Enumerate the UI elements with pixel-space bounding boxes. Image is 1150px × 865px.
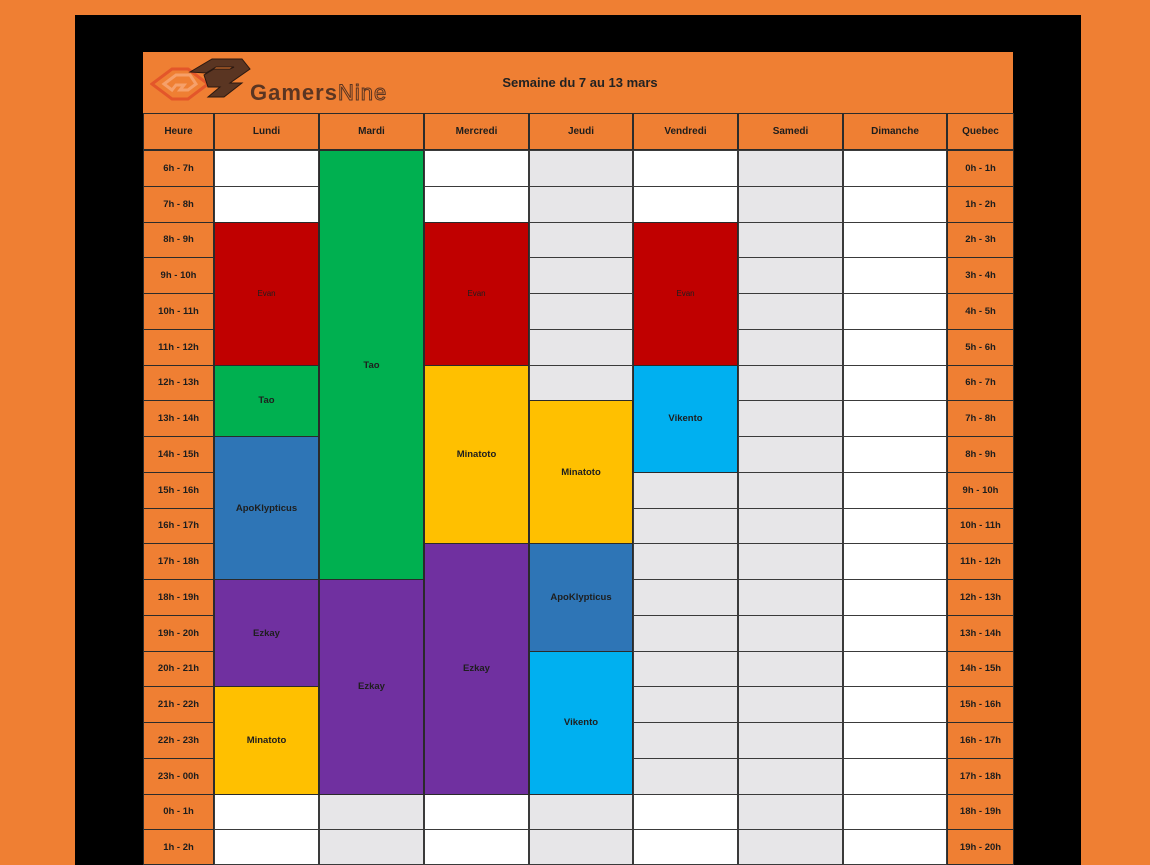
empty-cell	[738, 722, 843, 759]
time-slot-quebec: 2h - 3h	[947, 222, 1014, 259]
empty-cell	[529, 365, 633, 402]
empty-cell	[738, 257, 843, 294]
empty-cell	[843, 365, 947, 402]
empty-cell	[424, 829, 529, 865]
time-slot-local: 8h - 9h	[143, 222, 214, 259]
time-slot-local: 14h - 15h	[143, 436, 214, 473]
time-slot-quebec: 1h - 2h	[947, 186, 1014, 223]
header-day-1: Mardi	[319, 113, 424, 150]
time-slot-local: 23h - 00h	[143, 758, 214, 795]
shift-block-vikento: Vikento	[633, 365, 738, 473]
header-day-3: Jeudi	[529, 113, 633, 150]
time-slot-quebec: 11h - 12h	[947, 543, 1014, 580]
empty-cell	[529, 150, 633, 187]
empty-cell	[529, 186, 633, 223]
empty-cell	[843, 543, 947, 580]
header-day-0: Lundi	[214, 113, 319, 150]
empty-cell	[843, 400, 947, 437]
time-slot-local: 12h - 13h	[143, 365, 214, 402]
shift-block-apoklypticus: ApoKlypticus	[214, 436, 319, 580]
time-slot-quebec: 12h - 13h	[947, 579, 1014, 616]
shift-block-evan: Evan	[424, 222, 529, 366]
time-slot-local: 1h - 2h	[143, 829, 214, 865]
time-slot-local: 21h - 22h	[143, 686, 214, 723]
time-slot-quebec: 18h - 19h	[947, 794, 1014, 831]
empty-cell	[843, 508, 947, 545]
empty-cell	[843, 257, 947, 294]
shift-block-apoklypticus: ApoKlypticus	[529, 543, 633, 651]
time-slot-local: 20h - 21h	[143, 651, 214, 688]
time-slot-local: 0h - 1h	[143, 794, 214, 831]
empty-cell	[843, 186, 947, 223]
empty-cell	[843, 293, 947, 330]
empty-cell	[633, 615, 738, 652]
empty-cell	[843, 794, 947, 831]
empty-cell	[843, 651, 947, 688]
empty-cell	[738, 615, 843, 652]
empty-cell	[633, 579, 738, 616]
empty-cell	[843, 150, 947, 187]
empty-cell	[529, 222, 633, 259]
time-slot-local: 22h - 23h	[143, 722, 214, 759]
empty-cell	[738, 293, 843, 330]
empty-cell	[738, 794, 843, 831]
empty-cell	[738, 365, 843, 402]
empty-cell	[843, 579, 947, 616]
empty-cell	[843, 222, 947, 259]
empty-cell	[738, 186, 843, 223]
empty-cell	[738, 436, 843, 473]
shift-block-minatoto: Minatoto	[214, 686, 319, 794]
empty-cell	[738, 686, 843, 723]
header-day-5: Samedi	[738, 113, 843, 150]
empty-cell	[529, 829, 633, 865]
time-slot-quebec: 17h - 18h	[947, 758, 1014, 795]
empty-cell	[633, 794, 738, 831]
empty-cell	[529, 794, 633, 831]
empty-cell	[214, 186, 319, 223]
header-hour: Heure	[143, 113, 214, 150]
time-slot-quebec: 0h - 1h	[947, 150, 1014, 187]
empty-cell	[319, 794, 424, 831]
empty-cell	[633, 722, 738, 759]
empty-cell	[738, 651, 843, 688]
empty-cell	[738, 150, 843, 187]
empty-cell	[424, 794, 529, 831]
shift-block-minatoto: Minatoto	[424, 365, 529, 545]
empty-cell	[843, 829, 947, 865]
empty-cell	[633, 686, 738, 723]
brand-name-part2: Nine	[337, 80, 388, 105]
header-quebec: Quebec	[947, 113, 1014, 150]
time-slot-quebec: 5h - 6h	[947, 329, 1014, 366]
empty-cell	[738, 472, 843, 509]
brand-name	[250, 80, 387, 106]
shift-block-ezkay: Ezkay	[214, 579, 319, 687]
empty-cell	[843, 472, 947, 509]
time-slot-quebec: 6h - 7h	[947, 365, 1014, 402]
time-slot-quebec: 8h - 9h	[947, 436, 1014, 473]
empty-cell	[633, 508, 738, 545]
time-slot-local: 13h - 14h	[143, 400, 214, 437]
time-slot-quebec: 7h - 8h	[947, 400, 1014, 437]
empty-cell	[529, 257, 633, 294]
empty-cell	[843, 615, 947, 652]
time-slot-local: 16h - 17h	[143, 508, 214, 545]
header-day-6: Dimanche	[843, 113, 947, 150]
brand-name-part1: Gamers	[250, 80, 338, 105]
empty-cell	[843, 436, 947, 473]
empty-cell	[633, 758, 738, 795]
time-slot-local: 15h - 16h	[143, 472, 214, 509]
header-day-4: Vendredi	[633, 113, 738, 150]
header-day-2: Mercredi	[424, 113, 529, 150]
empty-cell	[633, 543, 738, 580]
time-slot-local: 19h - 20h	[143, 615, 214, 652]
empty-cell	[738, 400, 843, 437]
empty-cell	[319, 829, 424, 865]
time-slot-local: 17h - 18h	[143, 543, 214, 580]
time-slot-quebec: 10h - 11h	[947, 508, 1014, 545]
empty-cell	[843, 722, 947, 759]
shift-block-tao: Tao	[319, 150, 424, 580]
shift-block-minatoto: Minatoto	[529, 400, 633, 544]
empty-cell	[738, 543, 843, 580]
empty-cell	[214, 829, 319, 865]
time-slot-local: 18h - 19h	[143, 579, 214, 616]
time-slot-quebec: 13h - 14h	[947, 615, 1014, 652]
empty-cell	[738, 508, 843, 545]
shift-block-tao: Tao	[214, 365, 319, 438]
empty-cell	[529, 293, 633, 330]
empty-cell	[738, 222, 843, 259]
empty-cell	[214, 150, 319, 187]
empty-cell	[843, 686, 947, 723]
empty-cell	[738, 758, 843, 795]
time-slot-local: 11h - 12h	[143, 329, 214, 366]
time-slot-local: 6h - 7h	[143, 150, 214, 187]
empty-cell	[843, 758, 947, 795]
time-slot-quebec: 19h - 20h	[947, 829, 1014, 865]
shift-block-evan: Evan	[214, 222, 319, 366]
g9-mark-icon	[152, 59, 250, 99]
time-slot-quebec: 15h - 16h	[947, 686, 1014, 723]
shift-block-evan: Evan	[633, 222, 738, 366]
empty-cell	[738, 329, 843, 366]
shift-block-vikento: Vikento	[529, 651, 633, 795]
shift-block-ezkay: Ezkay	[424, 543, 529, 794]
empty-cell	[633, 150, 738, 187]
time-slot-quebec: 3h - 4h	[947, 257, 1014, 294]
time-slot-local: 9h - 10h	[143, 257, 214, 294]
time-slot-local: 7h - 8h	[143, 186, 214, 223]
empty-cell	[633, 829, 738, 865]
shift-block-ezkay: Ezkay	[319, 579, 424, 795]
time-slot-quebec: 14h - 15h	[947, 651, 1014, 688]
empty-cell	[633, 186, 738, 223]
empty-cell	[424, 186, 529, 223]
empty-cell	[843, 329, 947, 366]
empty-cell	[738, 579, 843, 616]
time-slot-quebec: 9h - 10h	[947, 472, 1014, 509]
time-slot-quebec: 16h - 17h	[947, 722, 1014, 759]
empty-cell	[738, 829, 843, 865]
week-title: Semaine du 7 au 13 mars	[502, 75, 658, 90]
empty-cell	[424, 150, 529, 187]
time-slot-quebec: 4h - 5h	[947, 293, 1014, 330]
empty-cell	[633, 472, 738, 509]
empty-cell	[214, 794, 319, 831]
time-slot-local: 10h - 11h	[143, 293, 214, 330]
empty-cell	[529, 329, 633, 366]
empty-cell	[633, 651, 738, 688]
